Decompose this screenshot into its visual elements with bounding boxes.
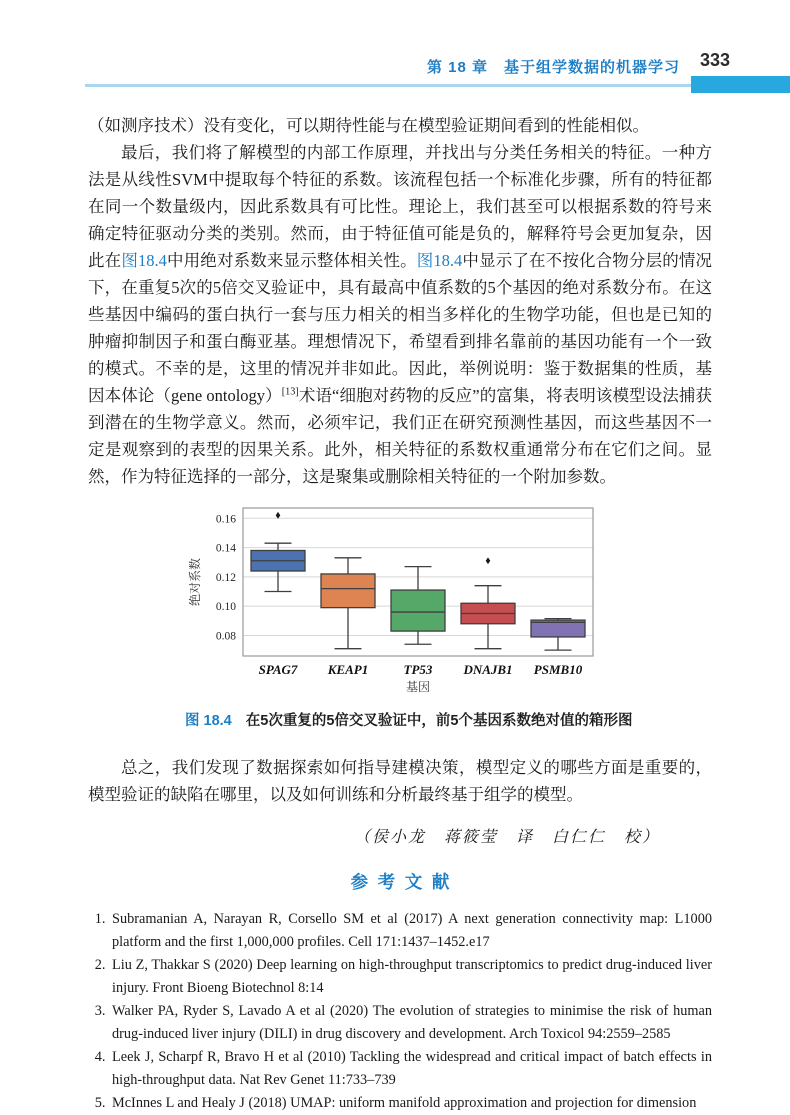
page-content [88,112,712,1115]
figure-18-4 [185,498,633,730]
reference-item: 3. Walker PA, Ryder S, Lavado A et al (2020) The evolution of strategies to minimise the risk of human drug-induced liver injury (DILI) in drug discovery and development. Arch Toxicol 94:2559–2585 [109,1000,712,1046]
translator-credit: （侯小龙 蒋筱莹 译 白仁仁 校） [353,829,660,846]
chapter-title: 第 18 章 基于组学数据的机器学习 [426,59,680,76]
paragraph-model-interpretation [88,139,712,490]
text-run: 中用绝对系数来显示整体相关性。 [166,251,417,270]
figure-reference: 图18.4 [416,251,463,270]
svg-text:0.14: 0.14 [215,542,236,555]
text-run: 总之，我们发现了数据探索如何指导建模决策，模型定义的哪些方面是重要的，模型验证的缺陷在哪里，以及如何训练和分析最终基于组学的模型。 [88,758,712,804]
svg-text:0.12: 0.12 [215,571,236,584]
page-number: 333 [700,50,731,70]
svg-text:0.10: 0.10 [215,601,236,614]
figure-caption: 在5次重复的5倍交叉验证中，前5个基因系数绝对值的箱形图 [245,713,633,729]
header-rule [85,84,691,87]
text-run: 最后，我们将了解模型的内部工作原理，并找出与分类任务相关的特征。一种方法是从线性SVM中提取每个特征的系数。该流程包括一个标准化步骤，所有的特征都在同一个数量级内，因此系数具有可比性。理论上，我们甚至可以根据系数的符号来确定特征驱动分类的类别。然而，由于特征值可能是负的，解释符号会更加复杂，因此在 [88,143,712,270]
figure-label: 图 18.4 [185,713,232,729]
svg-text:绝对系数: 绝对系数 [188,557,202,607]
citation-superscript: [13] [281,386,299,398]
text-run: 术语“细胞对药物的反应”的富集，将表明该模型设法捕获到潜在的生物学意义。然而，必须牢记，我们正在研究预测性基因，而这些基因不一定是观察到的表型的因果关系。此外，相关特征的系数权重通常分布在它们之间。显然，作为特征选择的一部分，这是聚集或删除相关特征的一个附加参数。 [88,386,712,486]
svg-text:0.16: 0.16 [215,513,236,526]
figure-caption-row [185,709,633,730]
header-accent-block [691,76,790,93]
svg-text:基因: 基因 [405,680,431,694]
svg-text:KEAP1: KEAP1 [327,662,369,677]
svg-text:0.08: 0.08 [215,630,236,643]
text-run: 中显示了在不按化合物分层的情况下，在重复5次的5倍交叉验证中，具有最高中值系数的5个基因的绝对系数分布。在这些基因中编码的蛋白执行一套与压力相关的相当多样化的生物学功能，但也是已知的肿瘤抑制因子和蛋白酶亚基。理想情况下，希望看到排名靠前的基因功能有一个一致的模式。不幸的是，这里的情况并非如此。因此，举例说明：鉴于数据集的性质，基因本体论（gene ontology） [88,251,713,405]
reference-item: 1. Subramanian A, Narayan R, Corsello SM et al (2017) A next generation connectivity map: L1000 platform and the first 1,000,000 profiles. Cell 171:1437–1452.e17 [109,908,712,954]
reference-item: 2. Liu Z, Thakkar S (2020) Deep learning on high-throughput transcriptomics to predict drug-induced liver injury. Front Bioeng Biotechnol 8:14 [109,954,712,1000]
svg-text:DNAJB1: DNAJB1 [463,662,513,677]
text-run: （如测序技术）没有变化，可以期待性能与在模型验证期间看到的性能相似。 [88,116,649,135]
reference-item: 4. Leek J, Scharpf R, Bravo H et al (2010) Tackling the widespread and critical impact of batch effects in high-throughput data. Nat Rev Genet 11:733–739 [109,1046,712,1092]
boxplot-chart [185,498,615,698]
page-header [0,0,790,100]
svg-text:PSMB10: PSMB10 [533,662,583,677]
paragraph-summary [88,754,712,808]
figure-reference: 图18.4 [121,251,167,270]
reference-item: 5. McInnes L and Healy J (2018) UMAP: uniform manifold approximation and projection for dimension [109,1092,712,1115]
references-list [88,908,712,1115]
svg-text:TP53: TP53 [403,662,433,677]
paragraph-continuation [88,112,712,139]
references-heading: 参考文献 [350,872,460,892]
svg-text:SPAG7: SPAG7 [258,662,298,677]
